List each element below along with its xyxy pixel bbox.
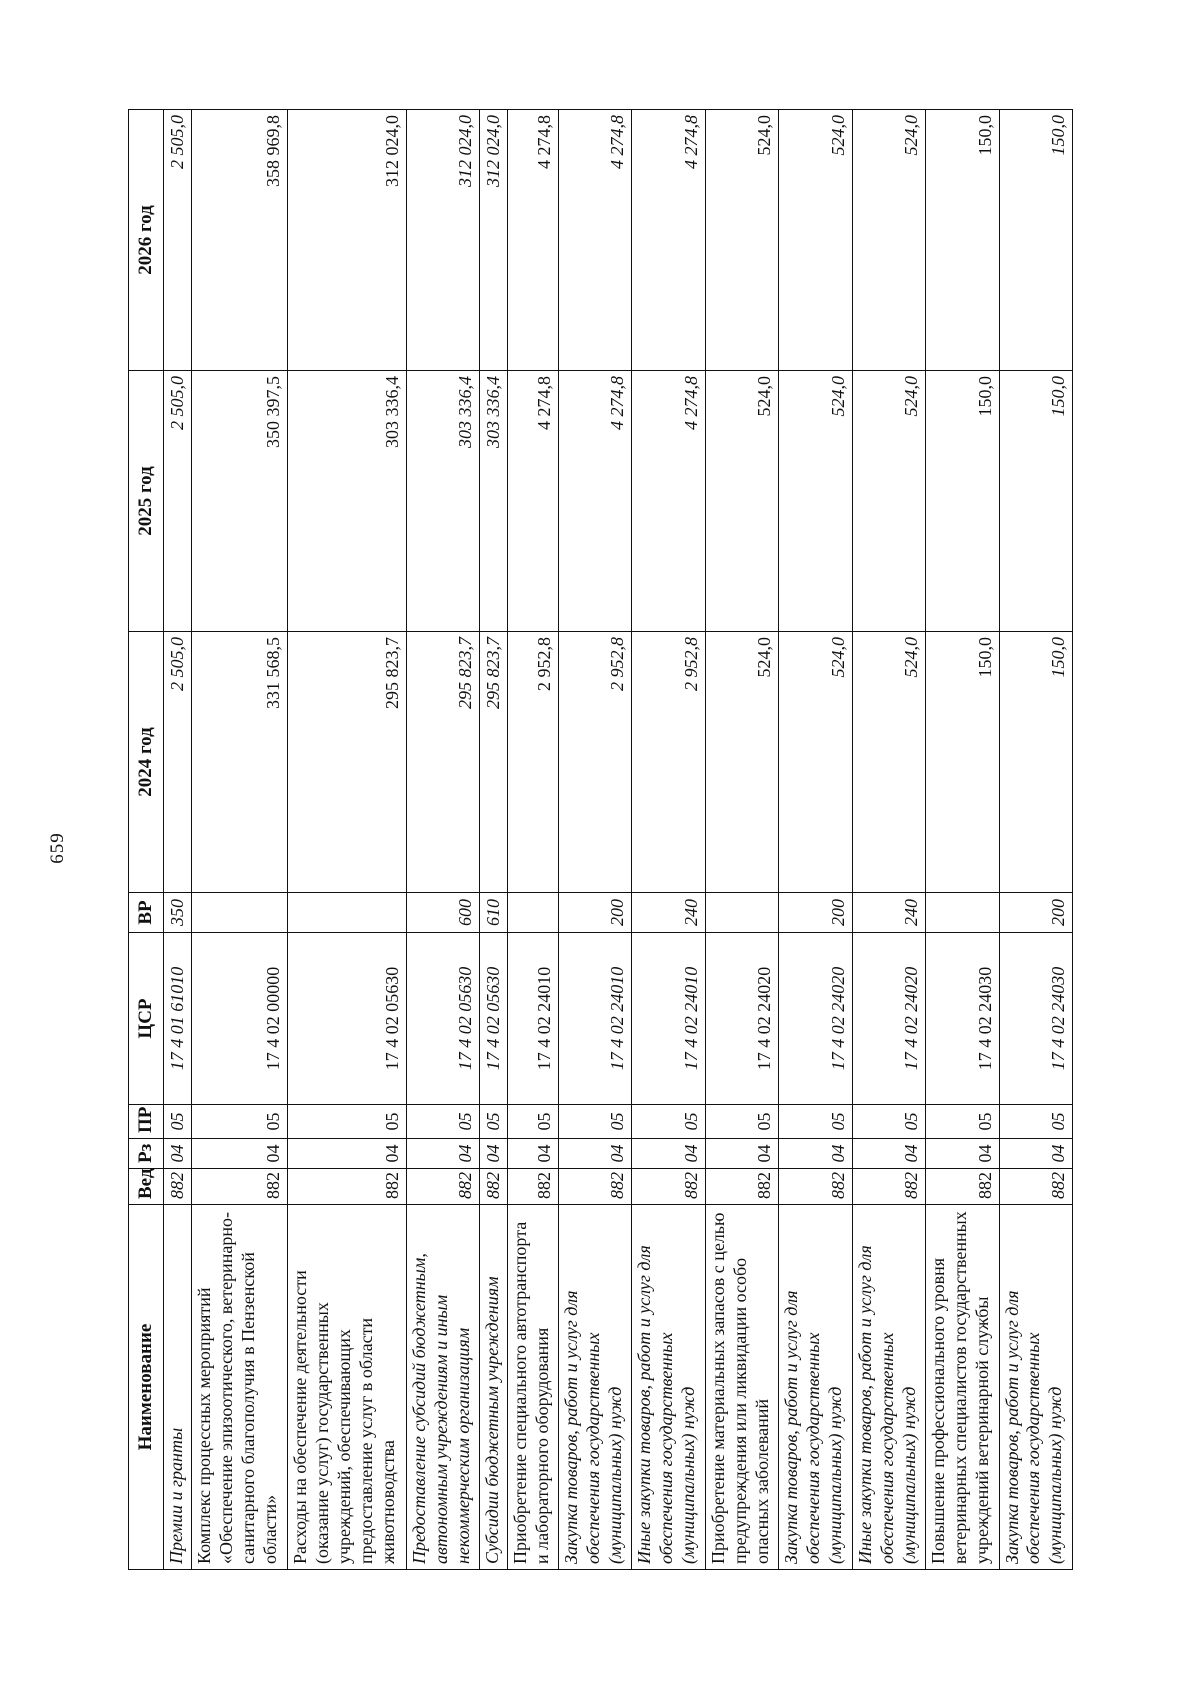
cell-y2025: 150,0 — [999, 371, 1072, 632]
cell-y2026: 150,0 — [999, 110, 1072, 371]
cell-ved: 882 — [999, 1169, 1072, 1205]
cell-y2025: 303 336,4 — [288, 371, 407, 632]
cell-y2025: 4 274,8 — [508, 371, 559, 632]
table-row — [926, 110, 999, 1570]
table-body — [164, 110, 1073, 1570]
cell-rz: 04 — [559, 1139, 632, 1169]
cell-pr: 05 — [406, 1105, 479, 1139]
table-row — [508, 110, 559, 1570]
cell-pr: 05 — [559, 1105, 632, 1139]
cell-ved: 882 — [191, 1169, 287, 1205]
cell-rz: 04 — [999, 1139, 1072, 1169]
cell-rz: 04 — [164, 1139, 192, 1169]
cell-name: Комплекс процессных мероприятий «Обеспечение эпизоотического, ветеринарно-санитарного благополучия в Пензенской области» — [191, 1205, 287, 1570]
table-row — [852, 110, 925, 1570]
cell-vr: 350 — [164, 893, 192, 933]
cell-rz: 04 — [288, 1139, 407, 1169]
cell-y2026: 358 969,8 — [191, 110, 287, 371]
cell-csr: 17 4 02 24020 — [852, 933, 925, 1105]
header-rz: Рз — [129, 1139, 164, 1169]
cell-vr: 600 — [406, 893, 479, 933]
cell-y2024: 331 568,5 — [191, 632, 287, 893]
cell-ved: 882 — [164, 1169, 192, 1205]
cell-rz: 04 — [705, 1139, 778, 1169]
cell-y2026: 524,0 — [779, 110, 852, 371]
cell-vr — [191, 893, 287, 933]
cell-y2026: 524,0 — [705, 110, 778, 371]
cell-ved: 882 — [632, 1169, 705, 1205]
cell-name: Иные закупки товаров, работ и услуг для обеспечения государственных (муниципальных) нужд — [632, 1205, 705, 1570]
cell-vr: 200 — [559, 893, 632, 933]
cell-pr: 05 — [164, 1105, 192, 1139]
cell-pr: 05 — [999, 1105, 1072, 1139]
cell-name: Субсидии бюджетным учреждениям — [480, 1205, 508, 1570]
cell-y2024: 524,0 — [852, 632, 925, 893]
cell-y2025: 524,0 — [852, 371, 925, 632]
cell-y2024: 2 952,8 — [632, 632, 705, 893]
cell-rz: 04 — [852, 1139, 925, 1169]
cell-name: Расходы на обеспечение деятельности (оказание услуг) государственных учреждений, обеспечивающих предоставление услуг в области животноводства — [288, 1205, 407, 1570]
cell-ved: 882 — [926, 1169, 999, 1205]
cell-csr: 17 4 01 61010 — [164, 933, 192, 1105]
table-header-row — [129, 110, 164, 1570]
cell-y2026: 4 274,8 — [632, 110, 705, 371]
cell-rz: 04 — [191, 1139, 287, 1169]
cell-y2026: 2 505,0 — [164, 110, 192, 371]
header-2025: 2025 год — [129, 371, 164, 632]
table-row — [999, 110, 1072, 1570]
cell-csr: 17 4 02 00000 — [191, 933, 287, 1105]
cell-name: Приобретение специального автотранспорта и лабораторного оборудования — [508, 1205, 559, 1570]
header-2024: 2024 год — [129, 632, 164, 893]
cell-pr: 05 — [508, 1105, 559, 1139]
cell-vr: 240 — [632, 893, 705, 933]
cell-y2025: 4 274,8 — [632, 371, 705, 632]
cell-pr: 05 — [191, 1105, 287, 1139]
cell-y2025: 524,0 — [705, 371, 778, 632]
cell-pr: 05 — [480, 1105, 508, 1139]
cell-pr: 05 — [779, 1105, 852, 1139]
header-pr: ПР — [129, 1105, 164, 1139]
cell-y2024: 295 823,7 — [288, 632, 407, 893]
cell-csr: 17 4 02 24010 — [508, 933, 559, 1105]
cell-ved: 882 — [559, 1169, 632, 1205]
cell-csr: 17 4 02 24030 — [926, 933, 999, 1105]
header-vr: ВР — [129, 893, 164, 933]
cell-csr: 17 4 02 24010 — [632, 933, 705, 1105]
header-ved: Вед — [129, 1169, 164, 1205]
cell-y2026: 150,0 — [926, 110, 999, 371]
cell-ved: 882 — [852, 1169, 925, 1205]
cell-y2026: 312 024,0 — [480, 110, 508, 371]
cell-pr: 05 — [288, 1105, 407, 1139]
cell-y2025: 524,0 — [779, 371, 852, 632]
cell-y2024: 524,0 — [779, 632, 852, 893]
cell-pr: 05 — [852, 1105, 925, 1139]
cell-y2024: 295 823,7 — [406, 632, 479, 893]
page-number: 659 — [47, 832, 68, 864]
cell-y2025: 303 336,4 — [480, 371, 508, 632]
cell-rz: 04 — [632, 1139, 705, 1169]
cell-y2024: 150,0 — [999, 632, 1072, 893]
cell-y2025: 4 274,8 — [559, 371, 632, 632]
cell-ved: 882 — [406, 1169, 479, 1205]
cell-y2024: 295 823,7 — [480, 632, 508, 893]
cell-vr: 200 — [779, 893, 852, 933]
cell-name: Повышение профессионального уровня ветеринарных специалистов государственных учреждений ветеринарной службы — [926, 1205, 999, 1570]
cell-vr: 610 — [480, 893, 508, 933]
cell-csr: 17 4 02 24030 — [999, 933, 1072, 1105]
cell-y2025: 150,0 — [926, 371, 999, 632]
cell-ved: 882 — [480, 1169, 508, 1205]
cell-vr: 240 — [852, 893, 925, 933]
table-row — [191, 110, 287, 1570]
budget-table-container — [128, 110, 1073, 1570]
cell-y2025: 303 336,4 — [406, 371, 479, 632]
cell-ved: 882 — [508, 1169, 559, 1205]
cell-pr: 05 — [926, 1105, 999, 1139]
cell-name: Приобретение материальных запасов с целью предупреждения или ликвидации особо опасных заболеваний — [705, 1205, 778, 1570]
cell-y2024: 2 952,8 — [559, 632, 632, 893]
table-row — [480, 110, 508, 1570]
table-row — [288, 110, 407, 1570]
cell-vr — [705, 893, 778, 933]
cell-pr: 05 — [632, 1105, 705, 1139]
header-csr: ЦСР — [129, 933, 164, 1105]
cell-vr — [508, 893, 559, 933]
budget-table — [128, 109, 1073, 1570]
header-2026: 2026 год — [129, 110, 164, 371]
cell-vr — [288, 893, 407, 933]
cell-y2024: 524,0 — [705, 632, 778, 893]
cell-y2024: 2 952,8 — [508, 632, 559, 893]
cell-name: Иные закупки товаров, работ и услуг для обеспечения государственных (муниципальных) нужд — [852, 1205, 925, 1570]
cell-csr: 17 4 02 24010 — [559, 933, 632, 1105]
table-row — [779, 110, 852, 1570]
header-name: Наименование — [129, 1205, 164, 1570]
table-row — [559, 110, 632, 1570]
cell-pr: 05 — [705, 1105, 778, 1139]
cell-y2026: 312 024,0 — [288, 110, 407, 371]
table-row — [164, 110, 192, 1570]
cell-csr: 17 4 02 05630 — [480, 933, 508, 1105]
cell-csr: 17 4 02 24020 — [779, 933, 852, 1105]
cell-csr: 17 4 02 24020 — [705, 933, 778, 1105]
cell-rz: 04 — [926, 1139, 999, 1169]
cell-rz: 04 — [508, 1139, 559, 1169]
cell-ved: 882 — [288, 1169, 407, 1205]
cell-rz: 04 — [480, 1139, 508, 1169]
table-row — [406, 110, 479, 1570]
table-row — [705, 110, 778, 1570]
cell-rz: 04 — [406, 1139, 479, 1169]
cell-y2024: 150,0 — [926, 632, 999, 893]
cell-name: Закупка товаров, работ и услуг для обеспечения государственных (муниципальных) нужд — [559, 1205, 632, 1570]
cell-y2026: 312 024,0 — [406, 110, 479, 371]
cell-rz: 04 — [779, 1139, 852, 1169]
cell-y2026: 524,0 — [852, 110, 925, 371]
cell-name: Закупка товаров, работ и услуг для обеспечения государственных (муниципальных) нужд — [999, 1205, 1072, 1570]
cell-csr: 17 4 02 05630 — [406, 933, 479, 1105]
cell-name: Премии и гранты — [164, 1205, 192, 1570]
cell-ved: 882 — [779, 1169, 852, 1205]
cell-csr: 17 4 02 05630 — [288, 933, 407, 1105]
cell-name: Закупка товаров, работ и услуг для обеспечения государственных (муниципальных) нужд — [779, 1205, 852, 1570]
cell-y2026: 4 274,8 — [559, 110, 632, 371]
cell-y2025: 2 505,0 — [164, 371, 192, 632]
cell-ved: 882 — [705, 1169, 778, 1205]
table-row — [632, 110, 705, 1570]
cell-name: Предоставление субсидий бюджетным, автономным учреждениям и иным некоммерческим организациям — [406, 1205, 479, 1570]
cell-y2024: 2 505,0 — [164, 632, 192, 893]
cell-y2025: 350 397,5 — [191, 371, 287, 632]
cell-vr — [926, 893, 999, 933]
cell-vr: 200 — [999, 893, 1072, 933]
cell-y2026: 4 274,8 — [508, 110, 559, 371]
